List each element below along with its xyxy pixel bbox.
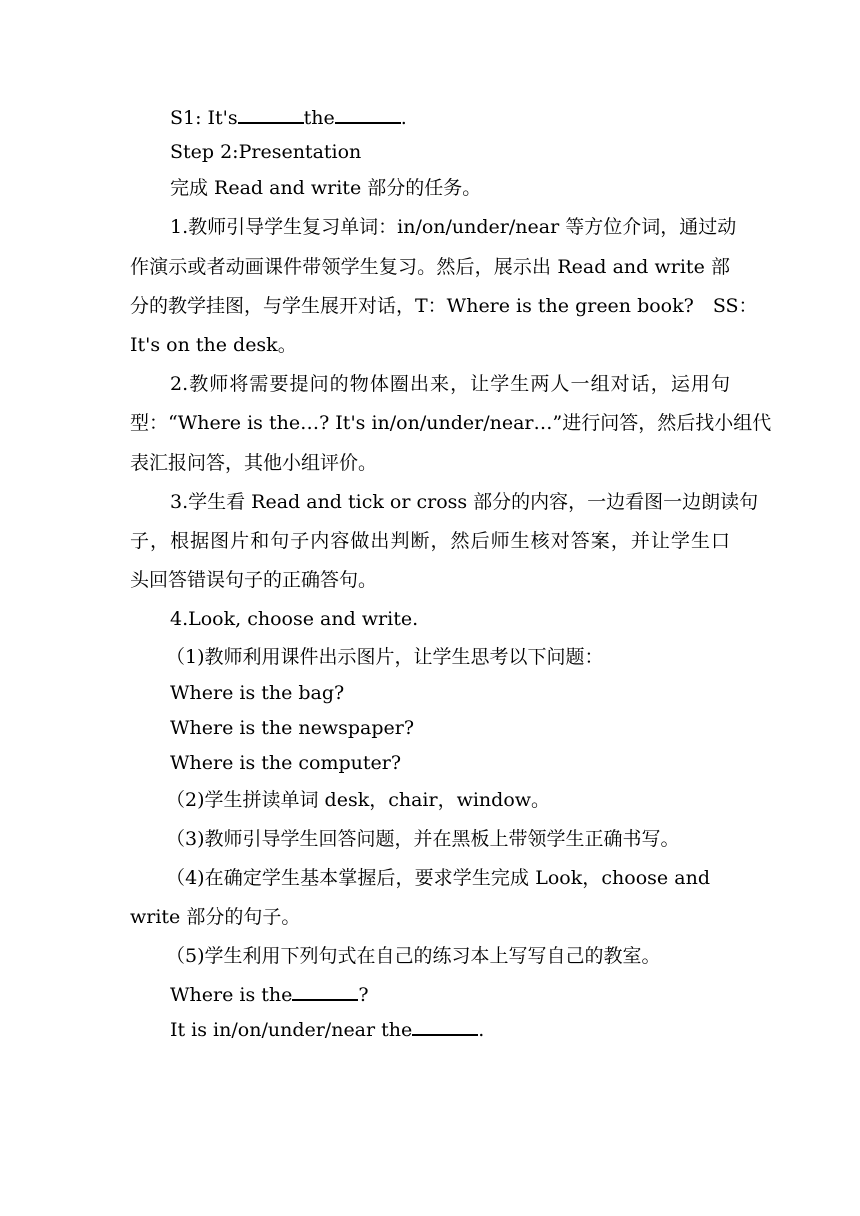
paragraph-1-line: 1.教师引导学生复习单词：in/on/under/near 等方位介词，通过动	[170, 216, 737, 238]
s1-prefix: S1: It's	[170, 107, 238, 129]
paragraph-3-line: 子，根据图片和句子内容做出判断，然后师生核对答案，并让学生口	[130, 530, 730, 552]
question-newspaper: Where is the newspaper?	[170, 717, 415, 739]
task-line: 完成 Read and write 部分的任务。	[170, 177, 482, 199]
sub-item-2: （2)学生拼读单词 desk，chair，window。	[166, 789, 551, 811]
sub-item-5: （5)学生利用下列句式在自己的练习本上写写自己的教室。	[166, 945, 661, 967]
answer-blank	[335, 105, 401, 124]
paragraph-2-line: 2.教师将需要提问的物体圈出来，让学生两人一组对话，运用句	[170, 373, 730, 395]
dialogue-s1-line	[170, 105, 407, 130]
paragraph-2-line: 表汇报问答，其他小组评价。	[130, 452, 378, 474]
question-bag: Where is the bag?	[170, 682, 345, 704]
paragraph-1-line: 分的教学挂图，与学生展开对话，T：Where is the green book? SS：	[130, 295, 758, 317]
answer-blank	[238, 105, 304, 124]
paragraph-1-line: 作演示或者动画课件带领学生复习。然后，展示出 Read and write 部	[130, 256, 730, 278]
pattern-question-prefix: Where is the	[170, 984, 293, 1006]
paragraph-3-line: 头回答错误句子的正确答句。	[130, 569, 378, 591]
s1-mid: the	[303, 107, 335, 129]
pattern-answer-line	[170, 1017, 484, 1042]
question-computer: Where is the computer?	[170, 752, 402, 774]
sub-item-3: （3)教师引导学生回答问题，并在黑板上带领学生正确书写。	[166, 828, 680, 850]
s1-end: .	[400, 107, 407, 129]
sub-item-4-line: （4)在确定学生基本掌握后，要求学生完成 Look，choose and	[166, 867, 710, 889]
pattern-question-line	[170, 982, 369, 1007]
pattern-question-end: ?	[358, 984, 369, 1006]
sub-item-4-line: write 部分的句子。	[130, 906, 301, 928]
sub-item-1: （1)教师利用课件出示图片，让学生思考以下问题：	[166, 646, 604, 668]
pattern-answer-end: .	[478, 1019, 485, 1041]
answer-blank	[292, 982, 358, 1001]
pattern-answer-prefix: It is in/on/under/near the	[170, 1019, 413, 1041]
paragraph-3-line: 3.学生看 Read and tick or cross 部分的内容，一边看图一边朗读句	[170, 491, 759, 513]
paragraph-2-line: 型：“Where is the…? It's in/on/under/near…”进行问答，然后找小组代	[130, 412, 772, 434]
section-4-title: 4.Look, choose and write.	[170, 608, 419, 630]
step-heading: Step 2:Presentation	[170, 141, 362, 163]
answer-blank	[412, 1017, 478, 1036]
paragraph-1-line: It's on the desk。	[130, 334, 297, 356]
